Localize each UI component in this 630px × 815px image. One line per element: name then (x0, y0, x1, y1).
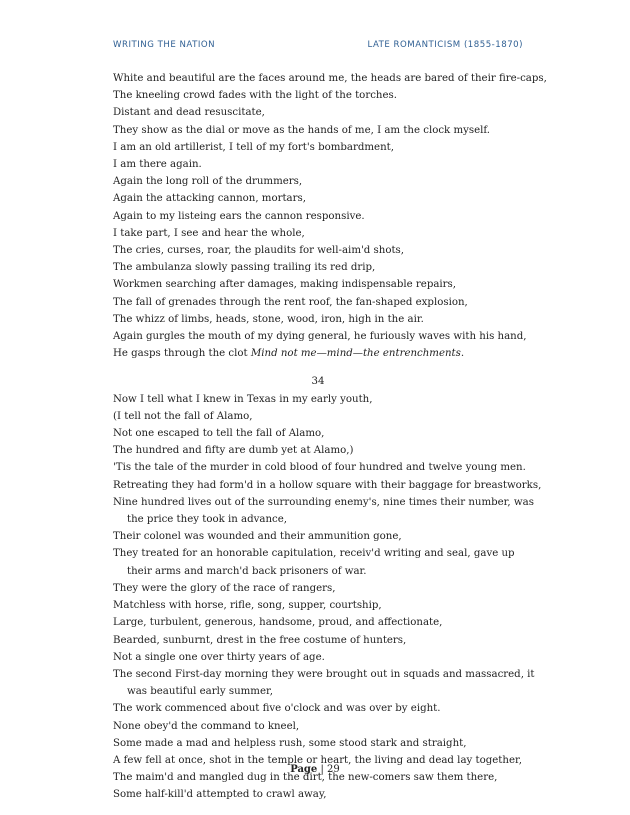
section-number: 34 (311, 376, 325, 388)
poem-line: White and beautiful are the faces around me, the heads are bared of their fire-caps, (113, 73, 547, 84)
poem-line: None obey'd the command to kneel, (113, 720, 300, 732)
poem-line: Matchless with horse, rifle, song, supper, courtship, (113, 600, 382, 612)
poem-line: Some made a mad and helpless rush, some stood stark and straight, (113, 737, 467, 749)
poem-line-final (113, 345, 533, 362)
poem-line: (I tell not the fall of Alamo, (113, 410, 253, 422)
poem-line: A few fell at once, shot in the temple or heart, the living and dead lay together, (113, 754, 522, 766)
page-footer (0, 764, 630, 775)
poem-line: Nine hundred lives out of the surrounding enemy's, nine times their number, was (113, 496, 534, 508)
poem-line: Not a single one over thirty years of age. (113, 651, 325, 663)
poem-line: Large, turbulent, generous, handsome, proud, and affectionate, (113, 617, 443, 629)
poem-line-continuation: the price they took in advance, (127, 514, 288, 526)
poem-line: Bearded, sunburnt, drest in the free costume of hunters, (113, 634, 407, 646)
poem-line: The second First-day morning they were brought out in squads and massacred, it (113, 668, 535, 680)
poem-line: Retreating they had form'd in a hollow square with their baggage for breastworks, (113, 479, 542, 491)
page-separator: | (320, 764, 324, 775)
poem-line: Not one escaped to tell the fall of Alamo, (113, 428, 325, 440)
poem-line: Distant and dead resuscitate, (113, 107, 265, 119)
running-header (113, 40, 523, 50)
poem-line: I am there again. (113, 159, 202, 171)
stanza-gap (113, 362, 533, 373)
poem-text (113, 70, 547, 804)
final-line-italic-quote: Mind not me—mind—the entrenchments (250, 348, 461, 360)
poem-line: Again the attacking cannon, mortars, (113, 193, 306, 205)
poem-line: They treated for an honorable capitulation, receiv'd writing and seal, gave up (113, 548, 515, 560)
poem-line: Some half-kill'd attempted to crawl away, (113, 789, 327, 801)
poem-line: I take part, I see and hear the whole, (113, 227, 305, 239)
poem-line: I am an old artillerist, I tell of my fort's bombardment, (113, 141, 394, 153)
final-line-suffix: . (460, 348, 465, 360)
poem-line: 'Tis the tale of the murder in cold blood of four hundred and twelve young men. (113, 462, 526, 474)
poem-line: The fall of grenades through the rent roof, the fan-shaped explosion, (113, 296, 468, 308)
poem-line: The kneeling crowd fades with the light of the torches. (113, 90, 397, 102)
poem-line: They show as the dial or move as the hands of me, I am the clock myself. (113, 124, 491, 136)
header-right-title: LATE ROMANTICISM (1855-1870) (367, 40, 523, 50)
poem-line-continuation: their arms and march'd back prisoners of war. (127, 565, 367, 577)
poem-line-continuation: was beautiful early summer, (127, 686, 273, 698)
poem-line: The ambulanza slowly passing trailing its red drip, (113, 262, 376, 274)
poem-line: Again the long roll of the drummers, (113, 176, 303, 188)
page-label: Page (290, 764, 318, 775)
page-number: 29 (327, 764, 340, 775)
poem-line: Again to my listeing ears the cannon responsive. (113, 210, 365, 222)
poem-line: The cries, curses, roar, the plaudits for well-aim'd shots, (113, 245, 405, 257)
poem-line: Again gurgles the mouth of my dying general, he furiously waves with his hand, (113, 331, 527, 343)
poem-line: The hundred and fifty are dumb yet at Alamo,) (113, 445, 354, 457)
poem-line: The work commenced about five o'clock and was over by eight. (113, 703, 441, 715)
poem-line: Now I tell what I knew in Texas in my early youth, (113, 393, 373, 405)
header-left-title: WRITING THE NATION (113, 40, 216, 50)
poem-line: They were the glory of the race of rangers, (113, 582, 336, 594)
poem-line: Workmen searching after damages, making indispensable repairs, (113, 279, 457, 291)
poem-line: The maim'd and mangled dug in the dirt, the new-comers saw them there, (113, 772, 498, 784)
final-line-prefix: He gasps through the clot (113, 348, 251, 360)
poem-line: The whizz of limbs, heads, stone, wood, iron, high in the air. (113, 313, 424, 325)
poem-line: Their colonel was wounded and their ammunition gone, (113, 531, 402, 543)
